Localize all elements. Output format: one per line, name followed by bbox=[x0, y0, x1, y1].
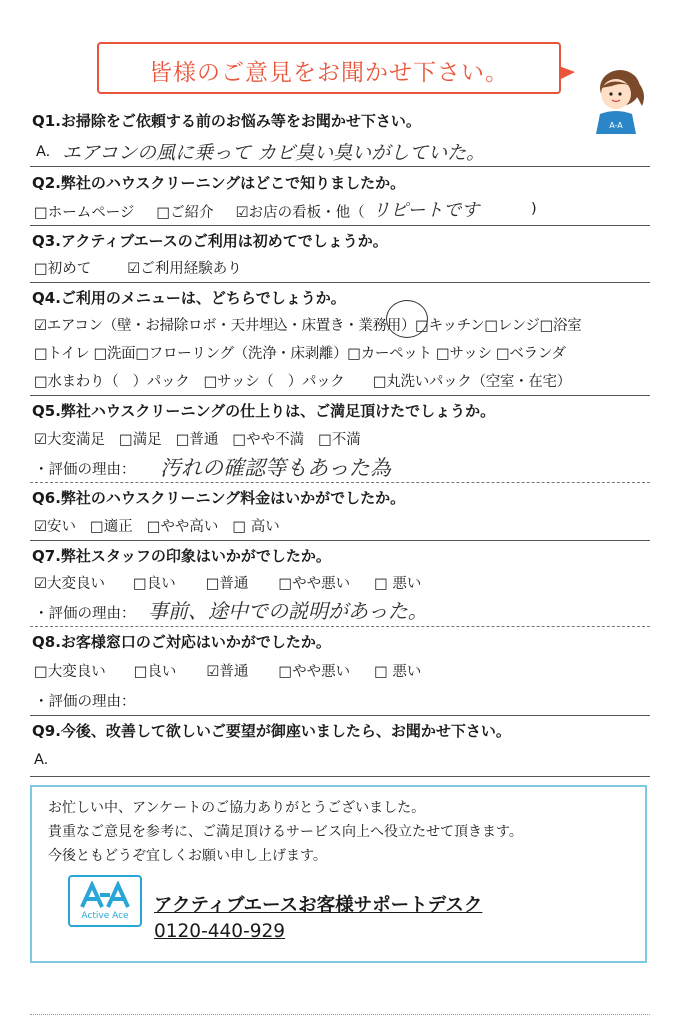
q7-option-slightly-bad[interactable]: □やや悪い bbox=[278, 576, 351, 592]
svg-text:A-A: A-A bbox=[609, 121, 623, 130]
header-banner bbox=[97, 42, 561, 94]
q2-options bbox=[34, 201, 365, 222]
divider bbox=[30, 715, 650, 716]
divider bbox=[30, 482, 650, 483]
q8-option-bad[interactable]: □ 悪い bbox=[374, 664, 422, 680]
q2-option-homepage[interactable]: □ホームページ bbox=[34, 205, 135, 221]
q2-close-paren: ) bbox=[531, 201, 537, 217]
q5-option-very-satisfied[interactable]: ☑大変満足 bbox=[34, 432, 105, 448]
q8-reason-label: ・評価の理由： bbox=[34, 694, 136, 710]
q8-option-very-good[interactable]: □大変良い bbox=[34, 664, 106, 680]
q1-question: Q1.お掃除をご依頼する前のお悩み等をお聞かせ下さい。 bbox=[32, 112, 421, 130]
logo-mark-icon bbox=[70, 881, 140, 911]
divider bbox=[30, 225, 650, 226]
q6-option-slightly-expensive[interactable]: □やや高い bbox=[146, 519, 219, 535]
q6-option-cheap[interactable]: ☑安い bbox=[34, 519, 76, 535]
q5-option-slightly-unsatisfied[interactable]: □やや不満 bbox=[232, 432, 305, 448]
q5-options bbox=[34, 428, 361, 449]
q1-answer-prefix: A. bbox=[36, 144, 51, 160]
q7-option-bad[interactable]: □ 悪い bbox=[374, 576, 422, 592]
q3-option-first-time[interactable]: □初めて bbox=[34, 261, 92, 277]
q2-option-signboard[interactable]: ☑お店の看板・他（ bbox=[235, 205, 365, 221]
q6-option-fair[interactable]: □適正 bbox=[90, 519, 133, 535]
q4-question: Q4.ご利用のメニューは、どちらでしょうか。 bbox=[32, 289, 346, 307]
q8-option-normal[interactable]: ☑普通 bbox=[206, 664, 249, 680]
support-desk-phone[interactable]: 0120-440-929 bbox=[154, 921, 286, 942]
q5-handwritten-reason: 汚れの確認等もあった為 bbox=[160, 456, 391, 480]
q3-option-returning[interactable]: ☑ご利用経験あり bbox=[127, 261, 242, 277]
q6-option-expensive[interactable]: □ 高い bbox=[232, 519, 280, 535]
q2-question: Q2.弊社のハウスクリーニングはどこで知りましたか。 bbox=[32, 174, 406, 192]
q6-question: Q6.弊社のハウスクリーニング料金はいかがでしたか。 bbox=[32, 489, 406, 507]
page-title: 皆様のご意見をお聞かせ下さい。 bbox=[149, 60, 509, 86]
q3-options bbox=[34, 257, 242, 278]
q8-question: Q8.お客様窓口のご対応はいかがでしたか。 bbox=[32, 633, 331, 651]
q4-menu-line1[interactable]: ☑エアコン（壁・お掃除ロボ・天井埋込・床置き・業務用）□キッチン□レンジ□浴室 bbox=[34, 318, 582, 334]
q7-reason-label: ・評価の理由： bbox=[34, 606, 136, 622]
q7-options bbox=[34, 572, 421, 593]
q2-handwritten-other: リピートです bbox=[372, 200, 480, 221]
q9-question: Q9.今後、改善して欲しいご要望が御座いましたら、お聞かせ下さい。 bbox=[32, 722, 511, 740]
q5-option-normal[interactable]: □普通 bbox=[175, 432, 219, 448]
support-desk-title[interactable]: アクティブエースお客様サポートデスク bbox=[154, 895, 483, 916]
thank-you-line2: 貴重なご意見を参考に、ご満足頂けるサービス向上へ役立たせて頂きます。 bbox=[48, 824, 523, 840]
q8-option-good[interactable]: □良い bbox=[133, 664, 177, 680]
bottom-divider bbox=[30, 1014, 650, 1015]
q5-option-unsatisfied[interactable]: □不満 bbox=[318, 432, 361, 448]
q5-question: Q5.弊社ハウスクリーニングの仕上りは、ご満足頂けたでしょうか。 bbox=[32, 402, 496, 420]
q1-handwritten-answer: エアコンの風に乗って カビ臭い臭いがしていた。 bbox=[62, 142, 486, 164]
q4-menu-line2[interactable]: □トイレ □洗面□フローリング（洗浄・床剥離）□カーペット □サッシ □ベランダ bbox=[34, 346, 566, 362]
active-ace-logo bbox=[68, 875, 142, 927]
q7-question: Q7.弊社スタッフの印象はいかがでしたか。 bbox=[32, 547, 331, 565]
q6-options bbox=[34, 515, 280, 536]
q5-reason-label: ・評価の理由： bbox=[34, 462, 136, 478]
q3-question: Q3.アクティブエースのご利用は初めてでしょうか。 bbox=[32, 232, 388, 250]
divider bbox=[30, 166, 650, 167]
divider bbox=[30, 540, 650, 541]
q9-answer-prefix: A. bbox=[34, 752, 49, 768]
q8-options bbox=[34, 660, 421, 681]
divider bbox=[30, 776, 650, 777]
mascot-illustration bbox=[582, 62, 652, 134]
q7-option-normal[interactable]: □普通 bbox=[205, 576, 249, 592]
thank-you-line1: お忙しい中、アンケートのご協力ありがとうございました。 bbox=[48, 800, 426, 816]
q7-option-good[interactable]: □良い bbox=[133, 576, 176, 592]
logo-text: Active Ace bbox=[81, 911, 129, 921]
q5-option-satisfied[interactable]: □満足 bbox=[119, 432, 162, 448]
q8-option-slightly-bad[interactable]: □やや悪い bbox=[278, 664, 351, 680]
thank-you-line3: 今後ともどうぞ宜しくお願い申し上げます。 bbox=[48, 848, 327, 864]
divider bbox=[30, 395, 650, 396]
q7-option-very-good[interactable]: ☑大変良い bbox=[34, 576, 105, 592]
divider bbox=[30, 282, 650, 283]
q4-menu-line3[interactable]: □水まわり（ ）パック □サッシ（ ）パック □丸洗いパック（空室・在宅） bbox=[34, 374, 571, 390]
q2-option-referral[interactable]: □ご紹介 bbox=[156, 205, 214, 221]
q7-handwritten-reason: 事前、途中での説明があった。 bbox=[148, 599, 428, 623]
thank-you-box bbox=[30, 785, 647, 963]
divider bbox=[30, 626, 650, 627]
